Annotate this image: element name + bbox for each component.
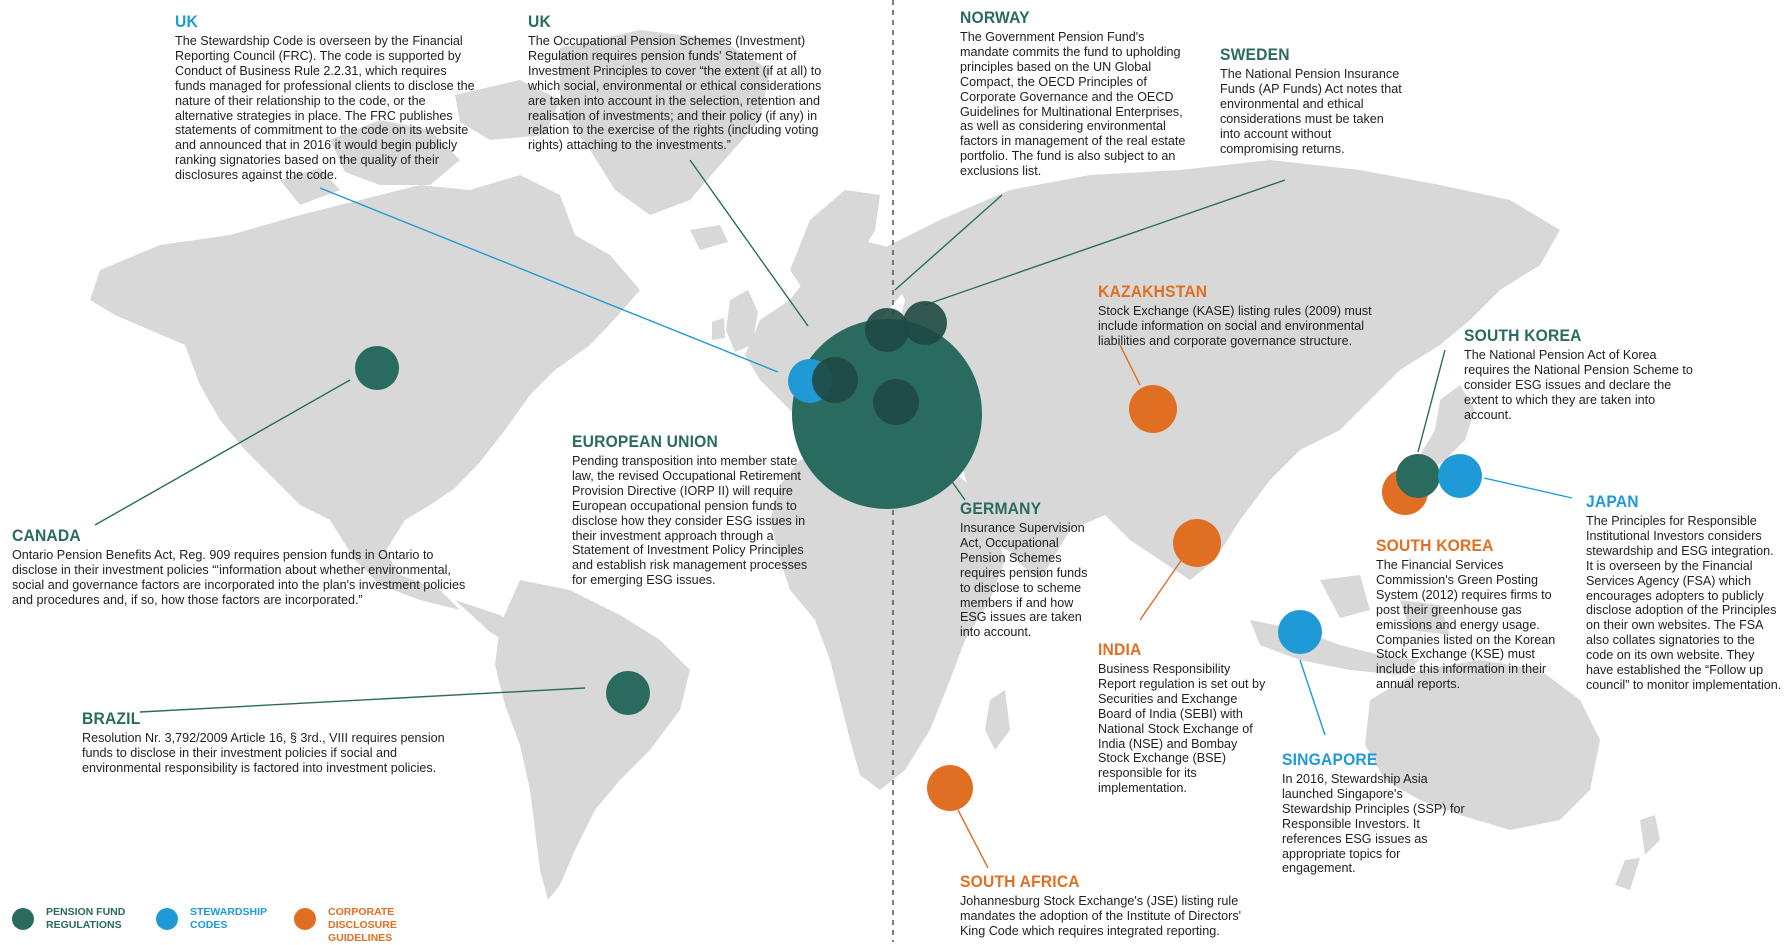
callout-south-korea-disclosure [1376, 536, 1572, 692]
callout-body: The Stewardship Code is overseen by the Financial Reporting Council (FRC). The code is supported by Conduct of Business Rule 2.2.31, which requires funds managed for professional clients to disclose the nature of their relationship to the code, or the alternative strategies in place. The FRC publishes statements of commitment to the code on its website and announced that in 2016 it would begin publicly ranking signatories based on the quality of their disclosures against the code. [175, 34, 475, 183]
callout-body: Resolution Nr. 3,792/2009 Article 16, § 3rd., VIII requires pension funds to disclose in their investment policies if social and environmental responsibility is factored into investment policies. [82, 731, 445, 775]
south-america-shape [495, 580, 690, 900]
callout-germany [960, 499, 1098, 640]
legend-dot-disclosure [294, 908, 316, 930]
marker-south-korea-pension [1396, 454, 1440, 498]
callout-title: NORWAY [960, 8, 1030, 27]
callout-title: INDIA [1098, 640, 1142, 659]
marker-sweden [903, 301, 947, 345]
marker-germany [873, 379, 919, 425]
legend-dot-stewardship [156, 908, 178, 930]
marker-singapore [1278, 610, 1322, 654]
leader-singapore [1300, 660, 1325, 735]
legend-dot-pension [12, 908, 34, 930]
callout-body: The Occupational Pension Schemes (Investment) Regulation requires pension funds' Statement of Investment Principles to cover “the extent (if at all) to which social, environmental or ethical considerations are taken into account in the selection, retention and realisation of investments; and their policy (if any) in relation to the exercise of the rights (including voting rights) attaching to the investments.” [528, 34, 822, 153]
callout-body: Pending transposition into member state law, the revised Occupational Retirement Provision Directive (IORP II) will require European occupational pension funds to disclose how they consider ESG issues in their investment approach through a Statement of Investment Policy Principles and establish risk management processes for emerging ESG issues. [572, 454, 808, 588]
legend-label: CORPORATE DISCLOSURE GUIDELINES [328, 906, 397, 944]
callout-body: The Financial Services Commission's Green Posting System (2012) requires firms to post their greenhouse gas emissions and energy usage. Companies listed on the Korean Stock Exchange (KSE) must include this information in their annual reports. [1376, 558, 1556, 692]
marker-canada [355, 346, 399, 390]
legend-label: PENSION FUND REGULATIONS [46, 906, 126, 931]
marker-brazil [606, 671, 650, 715]
callout-title: SOUTH KOREA [1376, 536, 1494, 555]
marker-norway [865, 308, 909, 352]
callout-sweden [1220, 45, 1405, 156]
callout-canada [12, 526, 466, 608]
callout-body: Stock Exchange (KASE) listing rules (2009) must include information on social and environmental liabilities and corporate governance structure. [1098, 304, 1372, 348]
callout-title: GERMANY [960, 499, 1042, 518]
callout-kazakhstan [1098, 282, 1388, 349]
leader-japan [1484, 478, 1572, 498]
callout-title: EUROPEAN UNION [572, 432, 718, 451]
callout-body: The Government Pension Fund's mandate commits the fund to upholding principles based on the UN Global Compact, the OECD Principles of Corporate Governance and the OECD Guidelines for Multinational Enterprises, as well as considering environmental factors in management of the real estate portfolio. The fund is also subject to an exclusions list. [960, 30, 1186, 179]
uk-shape [712, 290, 758, 352]
callout-body: The Principles for Responsible Institutional Investors considers stewardship and ESG integration. It is overseen by the Financial Services Agency (FSA) which encourages adopters to publicly disclose adoption of the Principles on their own websites. The FSA also collates signatories to the code on its own website. They have established the “Follow up council” to monitor implementation. [1586, 514, 1782, 692]
callout-title: UK [175, 12, 198, 31]
callout-norway [960, 8, 1190, 179]
callout-uk-stewardship [175, 12, 475, 183]
callout-south-korea-pension [1464, 326, 1694, 423]
callout-title: CANADA [12, 526, 81, 545]
callout-body: The National Pension Act of Korea requires the National Pension Scheme to consider ESG issues and declare the extent to which they are taken into account. [1464, 348, 1693, 422]
callout-body: Johannesburg Stock Exchange's (JSE) listing rule mandates the adoption of the Institute of Directors' King Code which requires integrated reporting. [960, 894, 1242, 938]
callout-title: SINGAPORE [1282, 750, 1378, 769]
madagascar-shape [985, 690, 1010, 750]
callout-brazil [82, 709, 472, 776]
marker-south-africa [927, 765, 973, 811]
iceland-shape [690, 225, 728, 250]
callout-uk-pension [528, 12, 834, 153]
callout-title: SOUTH KOREA [1464, 326, 1582, 345]
leader-india [1140, 555, 1185, 620]
legend-label: STEWARDSHIP CODES [190, 906, 267, 931]
callout-singapore [1282, 750, 1472, 876]
callout-title: JAPAN [1586, 492, 1639, 511]
callout-title: SWEDEN [1220, 45, 1290, 64]
callout-japan [1586, 492, 1782, 693]
new-zealand-shape [1615, 815, 1660, 890]
callout-body: The National Pension Insurance Funds (AP Funds) Act notes that environmental and ethical considerations must be taken into account without compromising returns. [1220, 67, 1402, 156]
callout-body: Insurance Supervision Act, Occupational Pension Schemes requires pension funds to disclose to scheme members if and how ESG issues are taken into account. [960, 521, 1088, 640]
callout-body: In 2016, Stewardship Asia launched Singapore's Stewardship Principles (SSP) for Responsible Investors. It references ESG issues as appropriate topics for engagement. [1282, 772, 1465, 876]
callout-body: Ontario Pension Benefits Act, Reg. 909 requires pension funds in Ontario to disclose in their investment policies “‘information about whether environmental, social and governance factors are incorporated into the plan's investment policies and procedures and, if so, how those factors are incorporated.” [12, 548, 466, 607]
leader-south-africa [958, 810, 988, 868]
callout-title: KAZAKHSTAN [1098, 282, 1208, 301]
callout-european-union [572, 432, 818, 588]
marker-india [1173, 519, 1221, 567]
callout-title: SOUTH AFRICA [960, 872, 1080, 891]
callout-india [1098, 640, 1266, 796]
callout-south-africa [960, 872, 1260, 939]
callout-title: UK [528, 12, 551, 31]
marker-uk-pension [812, 357, 858, 403]
callout-body: Business Responsibility Report regulation is set out by Securities and Exchange Board of India (SEBI) with National Stock Exchange of India (NSE) and Bombay Stock Exchange (BSE) responsible for its implementation. [1098, 662, 1266, 796]
callout-title: BRAZIL [82, 709, 141, 728]
marker-kazakhstan [1129, 385, 1177, 433]
marker-japan [1438, 454, 1482, 498]
